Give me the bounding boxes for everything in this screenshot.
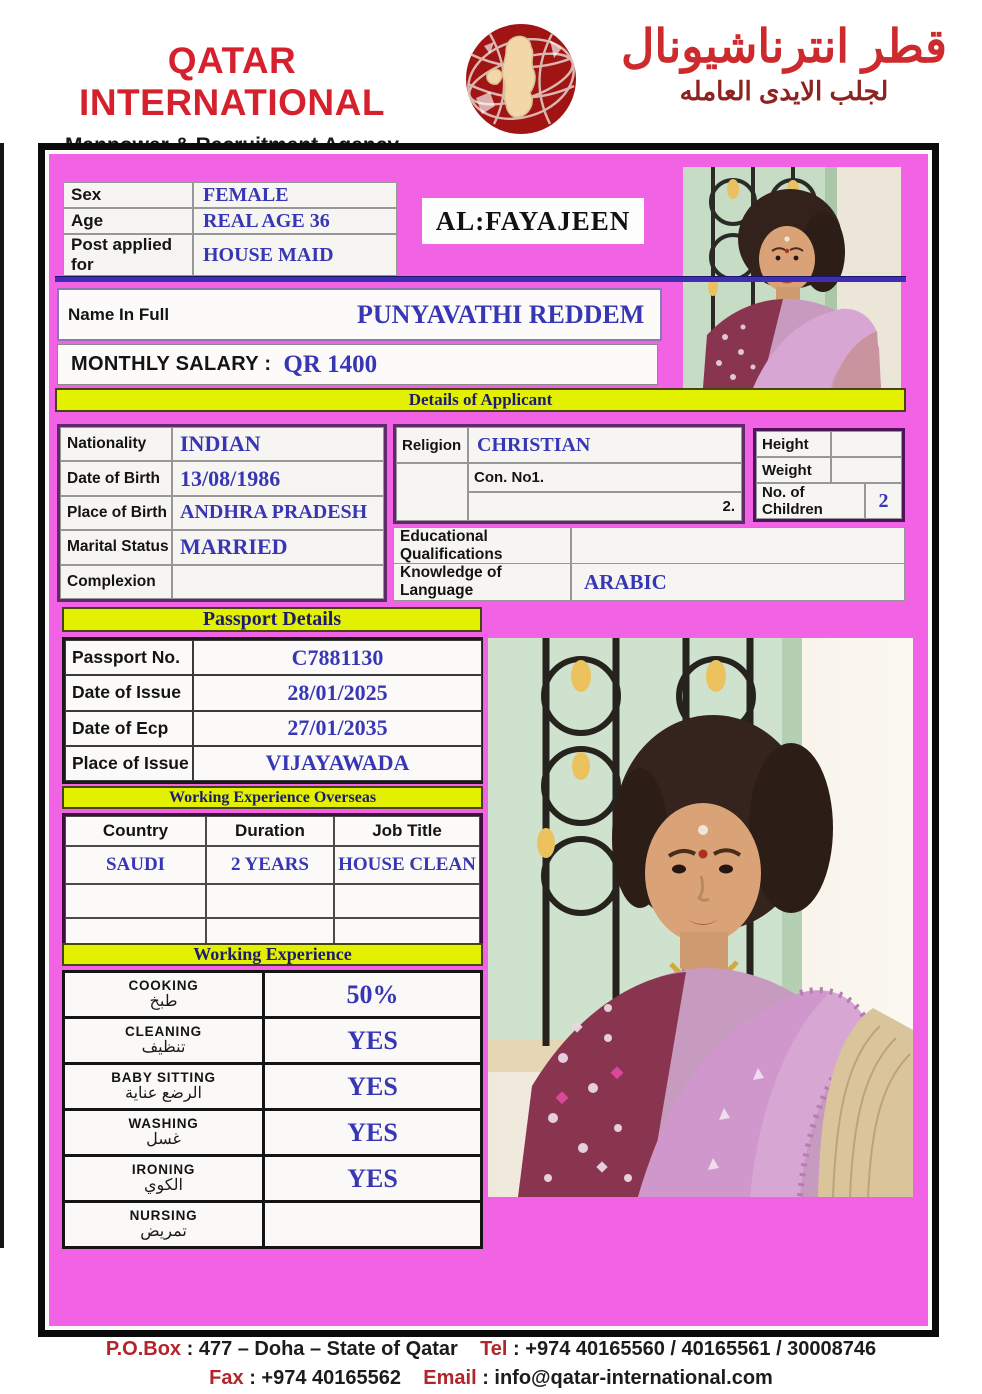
marital-value: MARRIED: [172, 530, 384, 564]
agency-header: [22, 40, 442, 158]
issue-place-value: VIJAYAWADA: [193, 746, 482, 781]
language-label: Knowledge of Language: [393, 563, 571, 601]
education-row: [393, 527, 905, 563]
salary-value: QR 1400: [283, 350, 378, 378]
table-row: [64, 1064, 482, 1110]
education-value: [571, 527, 905, 565]
task-washing-value: YES: [264, 1110, 482, 1156]
dob-label: Date of Birth: [60, 461, 172, 495]
name-value: PUNYAVATHI REDDEM: [357, 299, 645, 329]
task-cleaning: CLEANING: [125, 1023, 202, 1039]
language-row: [393, 563, 905, 600]
dob-value: 13/08/1986: [172, 461, 384, 495]
task-cooking: COOKING: [128, 977, 199, 993]
task-baby-sitting-value: YES: [264, 1064, 482, 1110]
details-left-table: [57, 424, 387, 602]
children-value: 2: [865, 483, 902, 519]
pob-value: ANDHRA PRADESH: [172, 496, 384, 530]
language-value: ARABIC: [571, 563, 905, 601]
divider-line: [55, 276, 906, 282]
pobox-label: P.O.Box: [105, 1338, 182, 1360]
marital-label: Marital Status: [60, 530, 172, 564]
table-row: [64, 1018, 482, 1064]
religion-value: CHRISTIAN: [468, 427, 742, 463]
footer-contact: [0, 1335, 982, 1393]
weight-label: Weight: [756, 457, 831, 483]
complexion-value: [172, 565, 384, 599]
name-label: Name In Full: [68, 304, 170, 324]
passport-no-value: C7881130: [193, 640, 482, 675]
ecp-date-label: Date of Ecp: [65, 711, 193, 746]
agency-header-arabic: [594, 18, 974, 107]
working-experience-table: [62, 970, 483, 1249]
pobox-value: : 477 – Doha – State of Qatar: [186, 1338, 458, 1360]
issue-date-value: 28/01/2025: [193, 675, 482, 710]
task-nursing-value: [264, 1202, 482, 1248]
task-cooking-value: 50%: [264, 972, 482, 1018]
task-ironing-value: YES: [264, 1156, 482, 1202]
issue-date-label: Date of Issue: [65, 675, 193, 710]
overseas-table: [62, 813, 483, 954]
fax-label: Fax: [209, 1367, 244, 1389]
section-bar-details: Details of Applicant: [55, 388, 906, 412]
task-nursing-arabic: تمريض: [140, 1222, 187, 1240]
contact2-label: 2.: [468, 492, 742, 521]
table-cell: [334, 884, 480, 918]
post-value: HOUSE MAID: [193, 234, 397, 276]
age-value: REAL AGE 36: [193, 208, 397, 234]
nationality-value: INDIAN: [172, 427, 384, 461]
page-edge: [0, 143, 4, 1248]
overseas-duration: 2 YEARS: [206, 846, 334, 884]
email-label: Email: [423, 1367, 477, 1389]
email-value: : info@qatar-international.com: [482, 1367, 773, 1389]
salary-box: [57, 344, 658, 385]
task-nursing: NURSING: [129, 1207, 198, 1223]
details-right-table: [753, 428, 905, 522]
section-bar-passport: Passport Details: [62, 607, 482, 632]
pob-label: Place of Birth: [60, 496, 172, 530]
bio-table: [63, 182, 397, 276]
issue-place-label: Place of Issue: [65, 746, 193, 781]
task-baby-sitting: BABY SITTING: [111, 1069, 216, 1085]
salary-label: MONTHLY SALARY :: [71, 353, 272, 375]
passport-no-label: Passport No.: [65, 640, 193, 675]
passport-table: [62, 637, 483, 784]
fax-value: : +974 40165562: [249, 1367, 402, 1389]
section-bar-experience: Working Experience: [62, 943, 483, 966]
task-ironing: IRONING: [131, 1161, 196, 1177]
table-row: [64, 1156, 482, 1202]
age-label: Age: [63, 208, 193, 234]
column-job-title: Job Title: [334, 816, 480, 846]
task-washing-arabic: غسل: [146, 1130, 181, 1148]
column-duration: Duration: [206, 816, 334, 846]
table-cell: [206, 884, 334, 918]
globe-qatar-logo-icon: [460, 22, 582, 136]
agent-reference-box: [422, 198, 644, 244]
religion-label: Religion: [396, 427, 468, 463]
overseas-country: SAUDI: [65, 846, 206, 884]
agent-reference: AL:FAYAJEEN: [435, 205, 631, 236]
table-cell: [65, 884, 206, 918]
nationality-label: Nationality: [60, 427, 172, 461]
complexion-label: Complexion: [60, 565, 172, 599]
contact1-label: Con. No1.: [468, 463, 742, 492]
task-cleaning-value: YES: [264, 1018, 482, 1064]
sex-value: FEMALE: [193, 182, 397, 208]
task-ironing-arabic: الكوي: [144, 1176, 183, 1194]
agency-name-arabic: قطر انترناشيونال: [621, 20, 947, 72]
task-cooking-arabic: طبخ: [149, 992, 178, 1010]
name-box: [57, 288, 662, 341]
section-bar-overseas: Working Experience Overseas: [62, 786, 483, 809]
tel-value: : +974 40165560 / 40165561 / 30008746: [513, 1338, 877, 1360]
footer-line-1: [0, 1335, 982, 1364]
task-washing: WASHING: [128, 1115, 199, 1131]
footer-line-2: [0, 1364, 982, 1393]
table-row: [64, 972, 482, 1018]
agency-name: QATAR INTERNATIONAL: [79, 40, 385, 123]
tel-label: Tel: [480, 1338, 508, 1360]
ecp-date-value: 27/01/2035: [193, 711, 482, 746]
table-row: [64, 1202, 482, 1248]
applicant-portrait-large: [488, 638, 913, 1197]
height-label: Height: [756, 431, 831, 457]
contact-value: [396, 463, 468, 521]
children-label: No. of Children: [756, 483, 865, 519]
details-middle-table: [393, 424, 745, 524]
task-cleaning-arabic: تنظيف: [141, 1038, 186, 1056]
height-value: [831, 431, 902, 457]
education-label: Educational Qualifications: [393, 527, 571, 565]
post-label: Post applied for: [63, 234, 193, 276]
agency-subtitle-arabic: لجلب الايدى العامله: [679, 75, 889, 106]
weight-value: [831, 457, 902, 483]
task-baby-sitting-arabic: الرضع عناية: [125, 1084, 202, 1102]
table-row: [64, 1110, 482, 1156]
overseas-job-title: HOUSE CLEAN: [334, 846, 480, 884]
sex-label: Sex: [63, 182, 193, 208]
column-country: Country: [65, 816, 206, 846]
